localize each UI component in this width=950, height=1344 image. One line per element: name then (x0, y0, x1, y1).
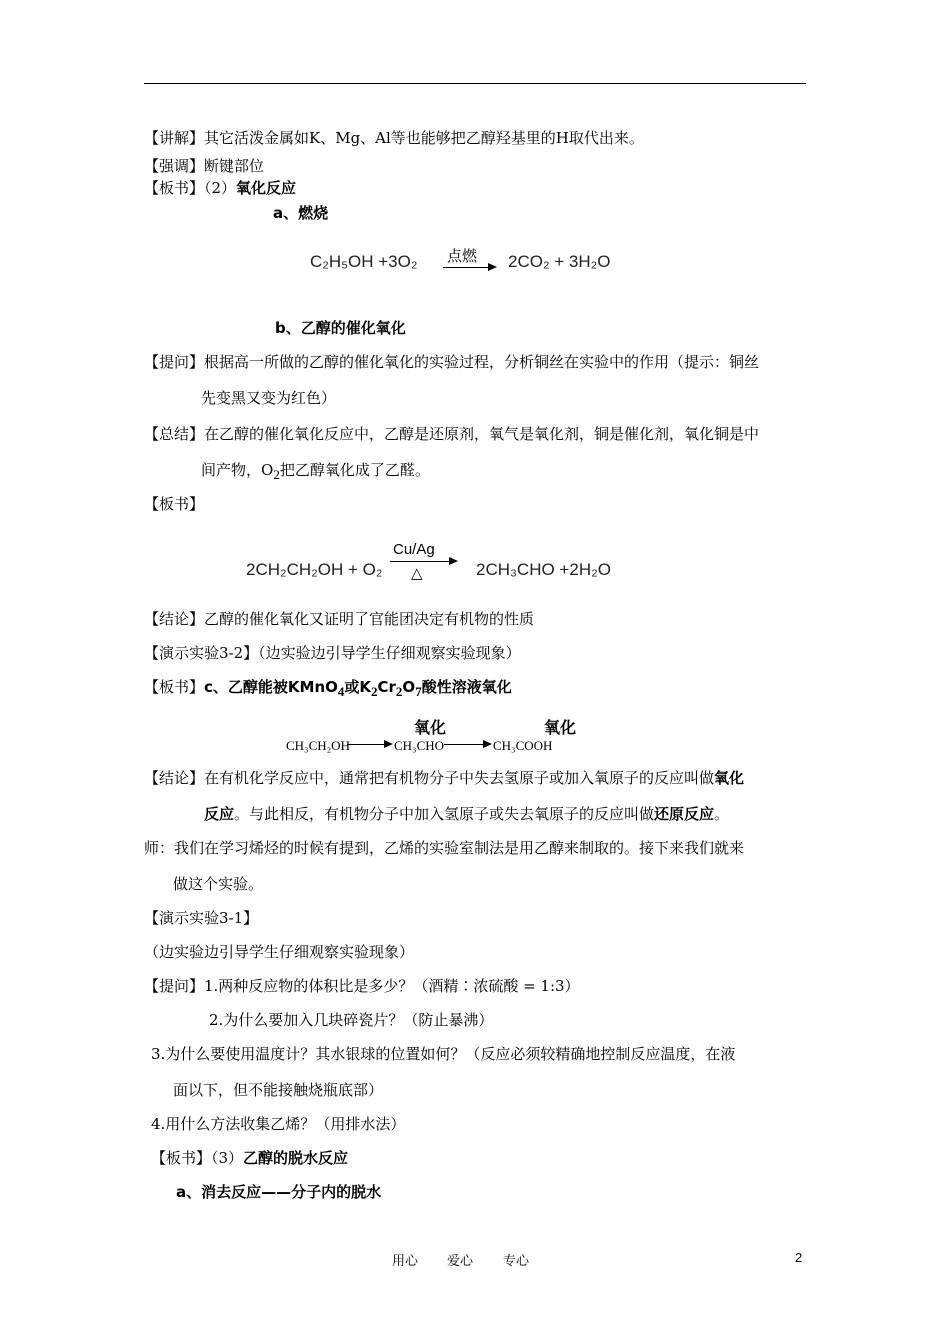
text-line-demo-3-2: 【演示实验3-2】（边实验边引导学生仔细观察实验现象） (144, 644, 521, 662)
text-line-board-label: 【板书】 (144, 495, 205, 513)
eq2-condition-bottom: △ (411, 564, 423, 582)
footer-text-1: 用心 (392, 1254, 419, 1269)
eq3-product: CH₃COOH (493, 738, 553, 753)
text: 。与此相反，有机物分子中加入氢原子或失去氧原子的反应叫做 (234, 805, 655, 823)
eq3-arrow-2 (444, 744, 490, 745)
heading-oxidation: 氧化反应 (236, 179, 297, 197)
page-number: 2 (795, 1250, 803, 1265)
text: Cr (377, 678, 396, 696)
text-line-conclusion-2-cont (204, 804, 729, 824)
text: 或K (344, 678, 372, 696)
eq2-condition-top: Cu/Ag (393, 541, 435, 558)
text-line-board-3 (151, 1148, 348, 1168)
text-line-emphasis: 【强调】断键部位 (144, 157, 265, 175)
eq1-condition: 点燃 (447, 247, 478, 265)
subscript: 2 (395, 684, 403, 699)
text-line-conclusion-1: 【结论】乙醇的催化氧化又证明了官能团决定有机物的性质 (144, 610, 535, 628)
subscript: 7 (415, 684, 422, 699)
text: c、乙醇能被KMnO (204, 678, 338, 696)
footer-text-2: 爱心 (447, 1254, 474, 1269)
text-line-question-2: 【提问】1.两种反应物的体积比是多少？（酒精∶浓硫酸 = 1:3） (144, 977, 580, 995)
eq1-left: C₂H₅OH +3O₂ (310, 252, 418, 271)
text-line-summary-cont (201, 460, 430, 485)
eq3-reactant: CH₃CH₂OH (286, 738, 350, 753)
subscript: 2 (273, 467, 280, 482)
text-line-question-3: 3.为什么要使用温度计？其水银球的位置如何？（反应必须较精确地控制反应温度，在液 (151, 1045, 736, 1063)
text-line-demo-3-1: 【演示实验3-1】 (144, 909, 259, 927)
eq1-arrow (443, 267, 495, 268)
text-line-question-1-cont: 先变黑又变为红色） (201, 389, 337, 407)
text-line-question-1: 【提问】根据高一所做的乙醇的催化氧化的实验过程，分析铜丝在实验中的作用（提示：铜丝 (144, 353, 760, 371)
text-line-summary: 【总结】在乙醇的催化氧化反应中，乙醇是还原剂，氧气是氧化剂，铜是催化剂，氧化铜是中 (144, 425, 760, 443)
heading-dehydration: 乙醇的脱水反应 (243, 1149, 349, 1167)
text: 【结论】在有机化学反应中，通常把有机物分子中失去氢原子或加入氧原子的反应叫做 (144, 769, 715, 787)
term-oxidation: 氧化 (714, 769, 745, 787)
eq2-right: 2CH₃CHO +2H₂O (476, 560, 611, 579)
text: 把乙醇氧化成了乙醛。 (279, 461, 430, 479)
text-line-observe: （边实验边引导学生仔细观察实验现象） (144, 943, 415, 961)
subscript: 4 (337, 684, 345, 699)
heading-c (204, 678, 512, 699)
text: 。 (714, 805, 730, 823)
term-reduction: 还原反应 (654, 805, 715, 823)
label: 【板书】（3） (151, 1149, 244, 1167)
text: O (402, 678, 416, 696)
subheading-combustion: a、燃烧 (273, 204, 329, 222)
text-line-question-3-cont: 面以下，但不能接触烧瓶底部） (173, 1081, 384, 1099)
eq3-intermediate: CH₃CHO (394, 738, 445, 753)
subheading-elimination: a、消去反应——分子内的脱水 (176, 1183, 382, 1201)
eq3-arrow-1 (347, 744, 391, 745)
footer-text-3: 专心 (503, 1254, 530, 1269)
eq2-left: 2CH₂CH₂OH + O₂ (246, 560, 383, 579)
text: 间产物，O (201, 461, 274, 479)
subscript: 2 (371, 684, 378, 699)
text-line-teacher-cont: 做这个实验。 (173, 875, 264, 893)
text-line-conclusion-2 (144, 768, 744, 788)
header-rule (144, 83, 806, 84)
text-line-explain: 【讲解】其它活泼金属如K、Mg、Al等也能够把乙醇羟基里的H取代出来。 (144, 129, 644, 147)
eq3-label-1: 氧化 (414, 718, 447, 737)
text-line-board-2 (144, 178, 296, 198)
text-line-question-4: 4.用什么方法收集乙烯？（用排水法） (151, 1115, 406, 1133)
subheading-catalytic-oxidation: b、乙醇的催化氧化 (275, 319, 406, 337)
text-line-teacher: 师：我们在学习烯烃的时候有提到，乙烯的实验室制法是用乙醇来制取的。接下来我们就来 (144, 839, 745, 857)
text-line-question-2b: 2.为什么要加入几块碎瓷片？（防止暴沸） (209, 1011, 494, 1029)
term-reaction: 反应 (204, 805, 235, 823)
label: 【板书】 (144, 678, 205, 696)
eq3-label-2: 氧化 (544, 718, 577, 737)
text: 酸性溶液氧化 (421, 678, 512, 696)
eq2-arrow (390, 561, 456, 562)
text-line-board-c (144, 677, 512, 702)
eq1-right: 2CO₂ + 3H₂O (508, 252, 611, 271)
label: 【板书】（2） (144, 179, 237, 197)
